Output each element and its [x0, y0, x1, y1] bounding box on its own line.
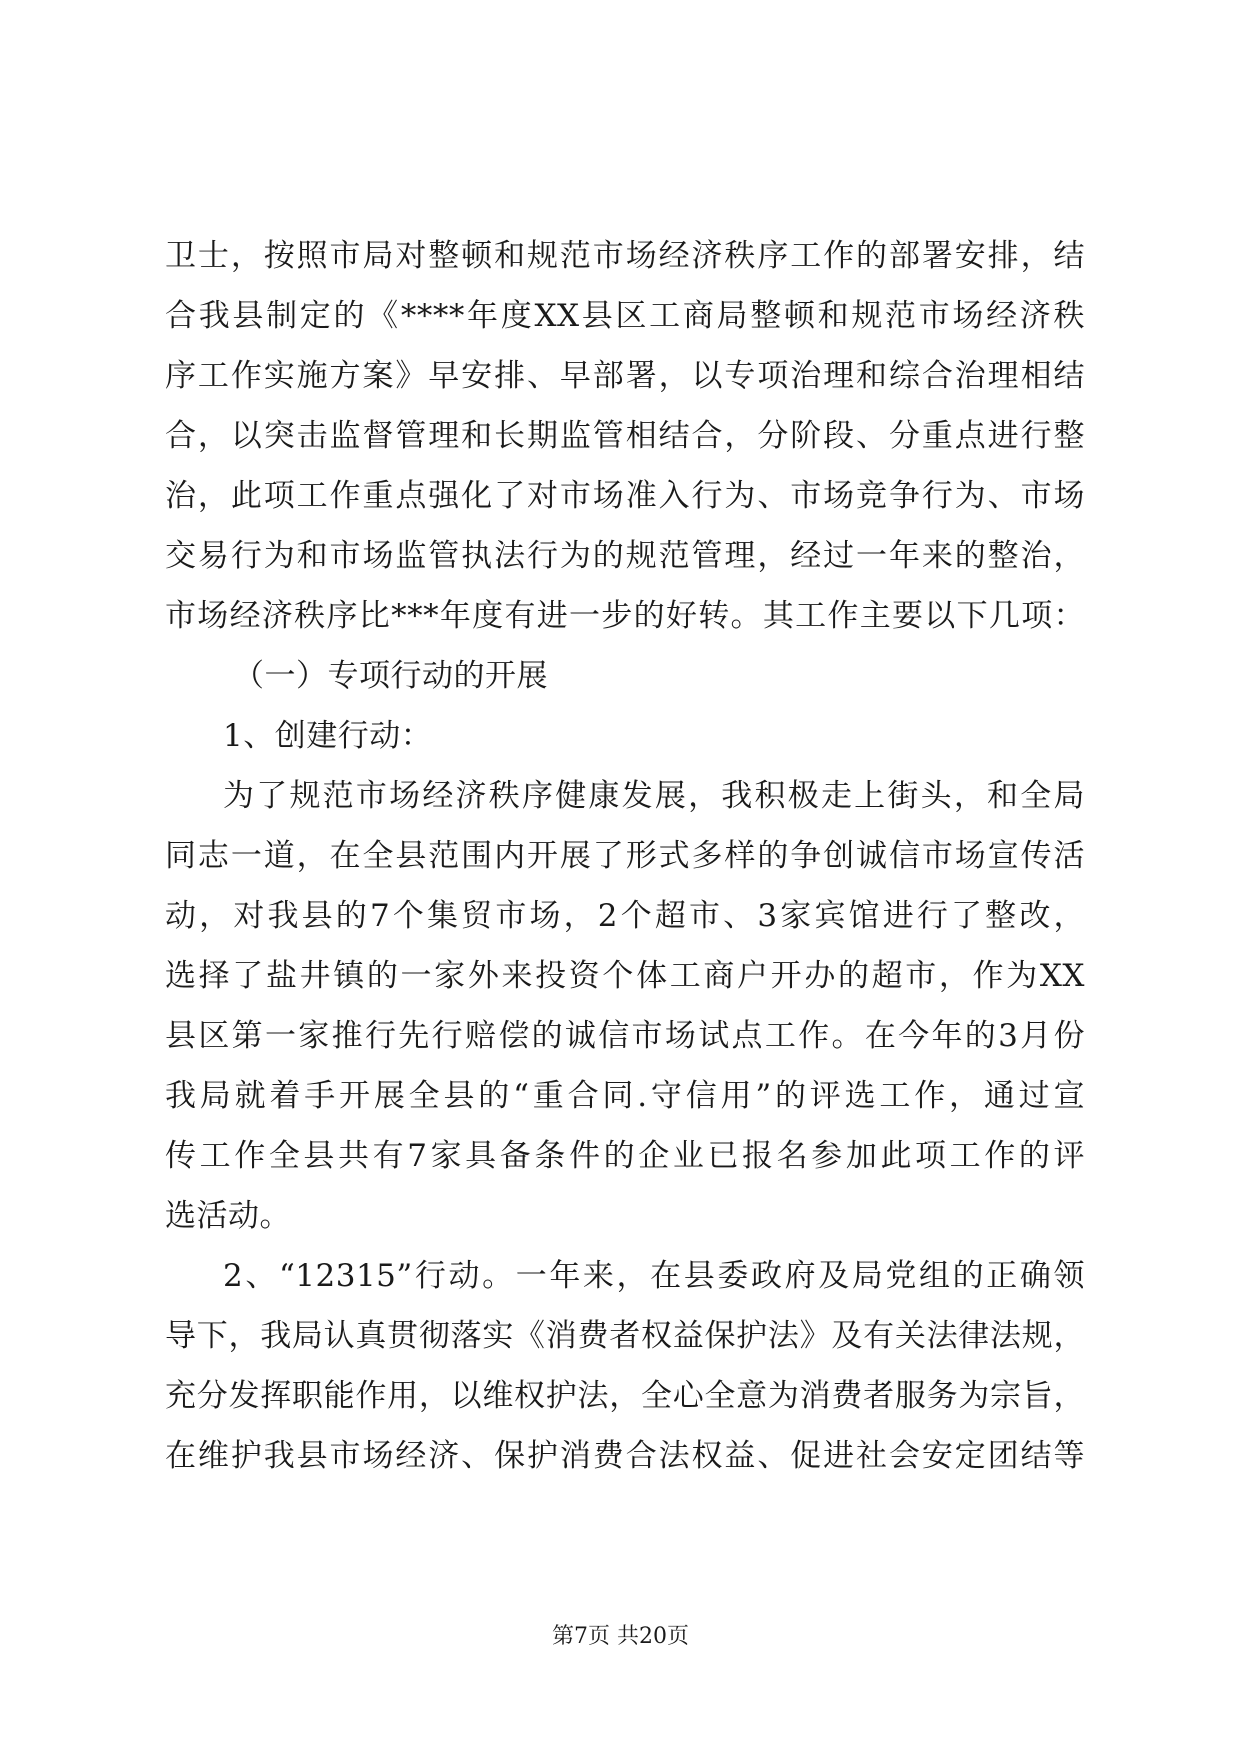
text-line: 导下，我局认真贯彻落实《消费者权益保护法》及有关法律法规， [165, 1318, 1085, 1354]
section-heading: （一）专项行动的开展 [233, 658, 548, 694]
text-line: 在维护我县市场经济、保护消费合法权益、促进社会安定团结等 [165, 1438, 1085, 1474]
text-line: 选择了盐井镇的一家外来投资个体工商户开办的超市，作为XX [165, 958, 1085, 994]
text-line: 县区第一家推行先行赔偿的诚信市场试点工作。在今年的3月份 [165, 1018, 1085, 1054]
text-line: 2、“12315”行动。一年来，在县委政府及局党组的正确领 [223, 1258, 1085, 1294]
text-line: 市场经济秩序比***年度有进一步的好转。其工作主要以下几项： [165, 598, 1085, 634]
page-number-footer: 第7页 共20页 [552, 1624, 689, 1649]
text-line: 合，以突击监督管理和长期监管相结合，分阶段、分重点进行整 [165, 418, 1085, 454]
document-body [165, 226, 1085, 1486]
text-line: 交易行为和市场监管执法行为的规范管理，经过一年来的整治， [165, 538, 1085, 574]
text-line: 合我县制定的《****年度XX县区工商局整顿和规范市场经济秩 [165, 298, 1085, 334]
text-line: 同志一道，在全县范围内开展了形式多样的争创诚信市场宣传活 [165, 838, 1085, 874]
text-line: 选活动。 [165, 1198, 291, 1234]
text-line: 充分发挥职能作用，以维权护法，全心全意为消费者服务为宗旨， [165, 1378, 1085, 1414]
text-line: 序工作实施方案》早安排、早部署，以专项治理和综合治理相结 [165, 358, 1085, 394]
subsection-heading: 1、创建行动： [223, 718, 433, 754]
text-line: 动，对我县的7个集贸市场，2个超市、3家宾馆进行了整改， [165, 898, 1085, 934]
text-line: 治，此项工作重点强化了对市场准入行为、市场竞争行为、市场 [165, 478, 1085, 514]
text-line: 传工作全县共有7家具备条件的企业已报名参加此项工作的评 [165, 1138, 1085, 1174]
text-line: 为了规范市场经济秩序健康发展，我积极走上街头，和全局 [223, 778, 1085, 814]
text-line: 我局就着手开展全县的“重合同.守信用”的评选工作，通过宣 [165, 1078, 1085, 1114]
text-line: 卫士，按照市局对整顿和规范市场经济秩序工作的部署安排，结 [165, 238, 1085, 274]
